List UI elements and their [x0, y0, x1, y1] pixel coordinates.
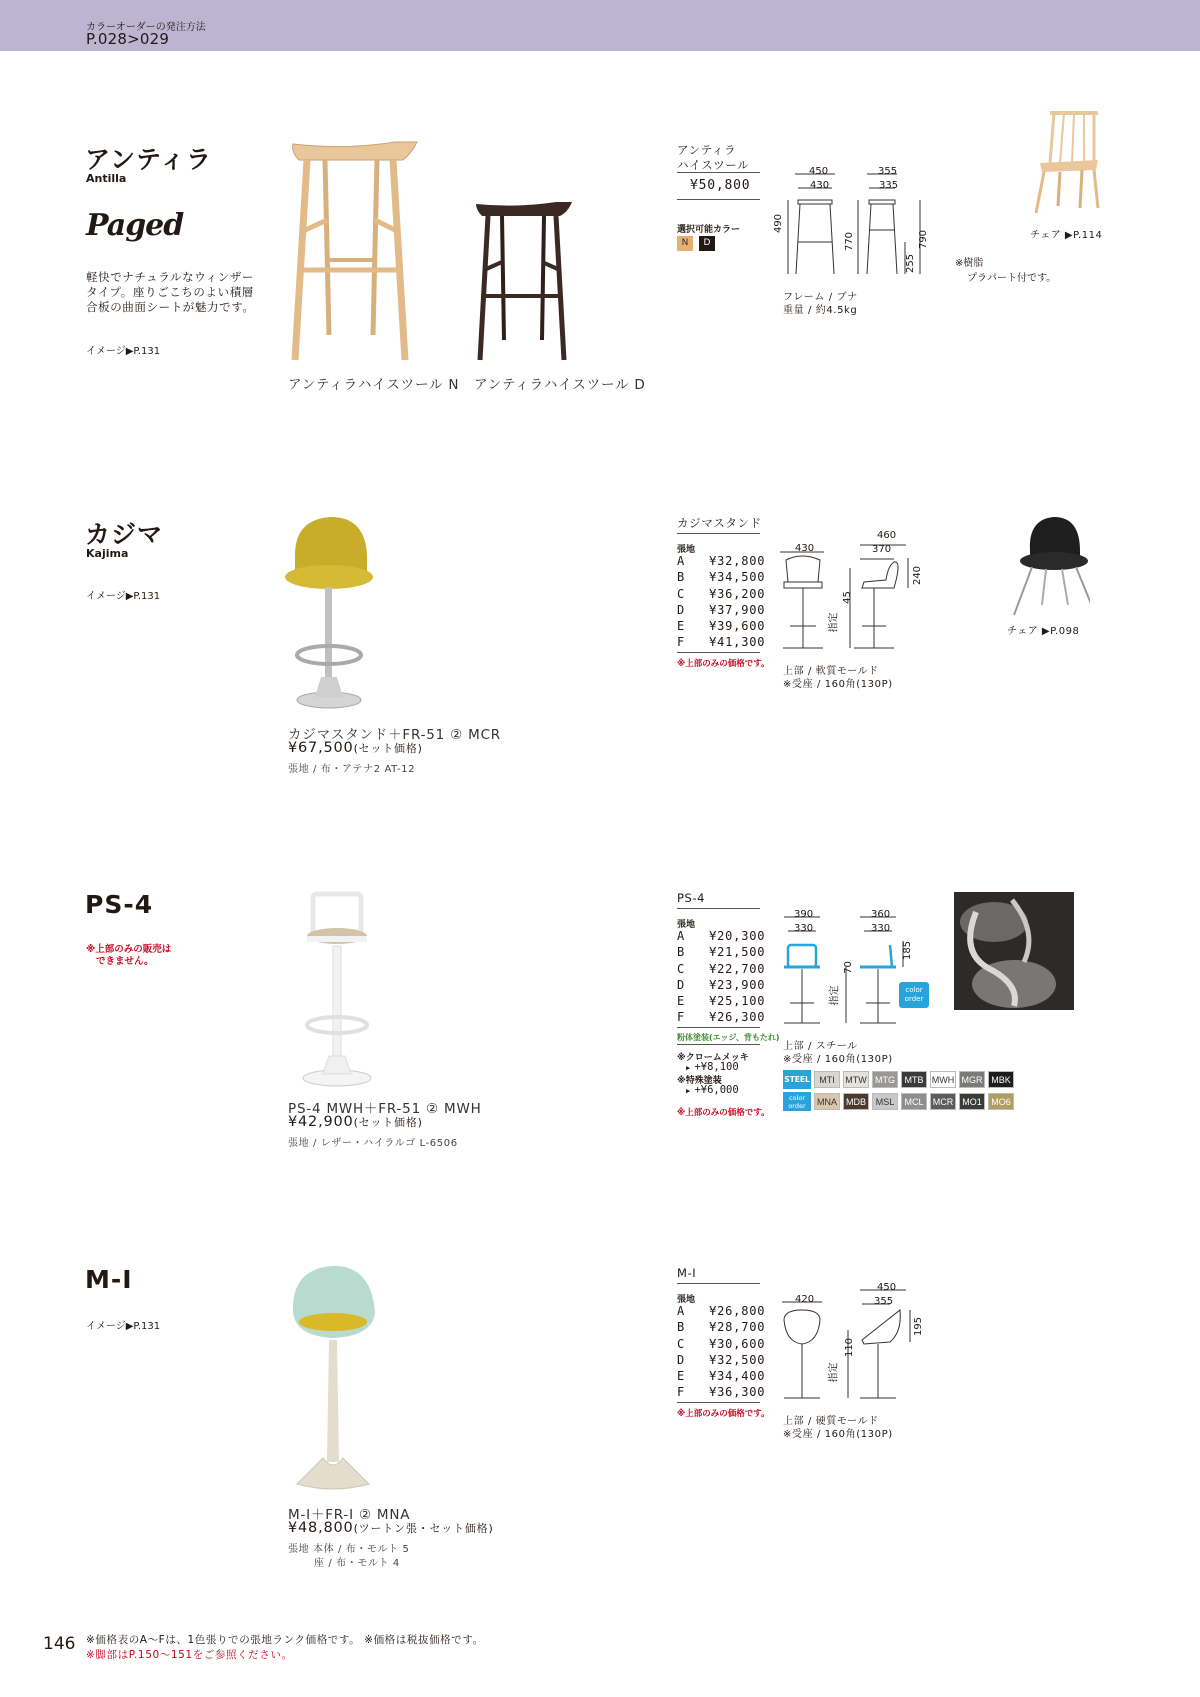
m1-title: M-I: [85, 1265, 133, 1294]
ps4-note: ※上部のみの販売は できません。: [86, 944, 172, 967]
ps4-dim-fix: 指定: [829, 985, 841, 1006]
antilla-spec-name: アンティラ ハイスツール: [677, 143, 750, 172]
antilla-frame: フレーム / ブナ: [783, 292, 858, 303]
divider: [677, 1283, 760, 1284]
page-number: 146: [43, 1634, 76, 1654]
m1-dim-h1: 110: [844, 1337, 856, 1358]
color-swatch-mtb[interactable]: MTB: [901, 1071, 927, 1088]
color-swatch-mgr[interactable]: MGR: [959, 1071, 985, 1088]
kajima-dim-h2: 240: [912, 565, 924, 586]
ps4-dim-w4: 330: [871, 923, 891, 934]
m1-material-2: 座 / 布・モルト 4: [314, 1558, 400, 1569]
kajima-spec-name: カジマスタンド: [677, 516, 762, 530]
divider: [677, 533, 760, 534]
antilla-price: ¥50,800: [690, 178, 751, 193]
ps4-top-info: 上部 / スチール: [783, 1041, 858, 1052]
ps4-fabric-label: 張地: [677, 920, 696, 930]
m1-image-ref[interactable]: イメージ▶P.131: [86, 1321, 161, 1332]
kajima-caption: カジマスタンド＋FR-51 ② MCR: [288, 727, 501, 743]
ps4-chrome-price: ▶ +¥8,100: [686, 1061, 739, 1073]
kajima-dim-h1: 45: [841, 591, 853, 604]
kajima-material: 張地 / 布・アテナ2 AT-12: [288, 764, 416, 775]
m1-dim-fix: 指定: [828, 1362, 840, 1383]
ps4-dim-h2: 185: [902, 940, 914, 961]
m1-base-info: ※受座 / 160角(130P): [783, 1429, 893, 1440]
antilla-note: ※樹脂 プラパート付です。: [955, 258, 1057, 284]
color-swatch-mdb[interactable]: MDB: [843, 1093, 869, 1110]
ps4-price-line: ¥42,900(セット価格): [288, 1114, 423, 1130]
ps4-dim-h1: 70: [842, 961, 854, 974]
swatch-d[interactable]: D: [699, 236, 715, 251]
ps4-detail-photo: [954, 892, 1074, 1010]
divider: [677, 908, 760, 909]
ps4-title: PS-4: [85, 890, 154, 919]
kajima-title: カジマ: [85, 520, 164, 549]
ps4-caption: PS-4 MWH＋FR-51 ② MWH: [288, 1101, 482, 1117]
dim-h3: 255: [905, 253, 917, 274]
footer-note-1: ※価格表のA〜Fは、1色張りでの張地ランク価格です。 ※価格は税抜価格です。: [86, 1634, 484, 1646]
antilla-image-ref[interactable]: イメージ▶P.131: [86, 346, 161, 357]
ps4-stool-image: [295, 890, 385, 1090]
color-swatch-mna[interactable]: MNA: [814, 1093, 840, 1110]
dim-w3: 355: [878, 166, 898, 177]
color-swatch-mwh[interactable]: MWH: [930, 1071, 956, 1088]
m1-dim-h2: 195: [913, 1316, 925, 1337]
header-nav-label: カラーオーダーの発注方法: [86, 22, 206, 33]
kajima-chair-image: [1010, 515, 1090, 620]
dim-w1: 450: [809, 166, 829, 177]
ps4-price-note: ※上部のみの価格です。: [677, 1108, 770, 1118]
antilla-stool-d-image: [472, 200, 582, 365]
ps4-special-label: ※特殊塗装: [677, 1076, 722, 1086]
antilla-weight: 重量 / 約4.5kg: [783, 305, 858, 316]
kajima-base-info: ※受座 / 160角(130P): [783, 679, 893, 690]
dim-h1: 490: [773, 213, 785, 234]
divider: [677, 1402, 760, 1403]
dim-h2: 770: [844, 231, 856, 252]
color-swatch-mcl[interactable]: MCL: [901, 1093, 927, 1110]
antilla-color-label: 選択可能カラー: [677, 225, 741, 235]
divider: [677, 652, 760, 653]
kajima-title-en: Kajima: [86, 547, 129, 560]
m1-dim-w2: 450: [877, 1282, 897, 1293]
divider: [677, 172, 760, 173]
color-swatch-mcr[interactable]: MCR: [930, 1093, 956, 1110]
antilla-caption-d: アンティラハイスツール D: [474, 377, 646, 393]
kajima-dim-w3: 370: [872, 544, 892, 555]
paged-logo: Paged: [86, 208, 184, 243]
antilla-caption-n: アンティラハイスツール N: [288, 377, 460, 393]
kajima-chair-ref[interactable]: チェア ▶P.098: [1007, 626, 1080, 637]
ps4-spec-name: PS-4: [677, 891, 706, 905]
ps4-special-price: ▶ +¥6,000: [686, 1084, 739, 1096]
color-swatch-mo1[interactable]: MO1: [959, 1093, 985, 1110]
m1-fabric-label: 張地: [677, 1295, 696, 1305]
ps4-chrome-label: ※クロームメッキ: [677, 1053, 749, 1063]
antilla-title: アンティラ: [85, 145, 213, 174]
ps4-dim-w3: 360: [871, 909, 891, 920]
kajima-image-ref[interactable]: イメージ▶P.131: [86, 591, 161, 602]
kajima-fabric-label: 張地: [677, 545, 696, 555]
m1-caption: M-I＋FR-I ② MNA: [288, 1507, 411, 1523]
swatch-n[interactable]: N: [677, 236, 693, 251]
m1-top-info: 上部 / 硬質モールド: [783, 1416, 879, 1427]
m1-price-note: ※上部のみの価格です。: [677, 1409, 770, 1419]
antilla-description: 軽快でナチュラルなウィンザー タイプ。座りごこちのよい積層 合板の曲面シートが魅力です。: [86, 270, 255, 314]
color-swatch-msl[interactable]: MSL: [872, 1093, 898, 1110]
m1-dim-w1: 420: [795, 1294, 815, 1305]
kajima-price-table: A ¥32,800 B ¥34,500 C ¥36,200 D ¥37,900 E ¥39,600 F ¥41,300: [677, 554, 766, 650]
divider: [677, 199, 760, 200]
antilla-stool-n-image: [285, 140, 435, 365]
color-swatch-mo6[interactable]: MO6: [988, 1093, 1014, 1110]
ps4-dim-w1: 390: [794, 909, 814, 920]
dim-w2: 430: [810, 180, 830, 191]
color-order-label: color order: [783, 1092, 811, 1111]
kajima-price-note: ※上部のみの価格です。: [677, 659, 770, 669]
kajima-stool-image: [285, 515, 385, 715]
antilla-title-en: Antilla: [86, 172, 127, 185]
antilla-chair-ref[interactable]: チェア ▶P.114: [1030, 230, 1103, 241]
kajima-dim-w2: 460: [877, 530, 897, 541]
ps4-powder-note: 粉体塗装(エッジ、背もたれ): [677, 1033, 780, 1042]
color-swatch-mbk[interactable]: MBK: [988, 1071, 1014, 1088]
header-nav-pages[interactable]: P.028>029: [86, 30, 170, 48]
kajima-dim-fix: 指定: [828, 612, 840, 633]
divider: [677, 1044, 760, 1045]
ps4-base-info: ※受座 / 160角(130P): [783, 1054, 893, 1065]
m1-price-line: ¥48,800(ツートン張・セット価格): [288, 1520, 494, 1536]
antilla-chair-image: [1030, 108, 1100, 218]
divider: [677, 1027, 760, 1028]
m1-material-1: 張地 本体 / 布・モルト 5: [288, 1544, 410, 1555]
color-swatch-mtg[interactable]: MTG: [872, 1071, 898, 1088]
kajima-top-info: 上部 / 軟質モールド: [783, 666, 879, 677]
color-swatch-mti[interactable]: MTI: [814, 1071, 840, 1088]
ps4-material: 張地 / レザー・ハイラルゴ L-6506: [288, 1138, 458, 1149]
steel-label: STEEL: [783, 1070, 811, 1089]
m1-spec-name: M-I: [677, 1266, 697, 1280]
kajima-price-line: ¥67,500(セット価格): [288, 740, 423, 756]
m1-stool-image: [285, 1262, 390, 1492]
ps4-dim-w2: 330: [794, 923, 814, 934]
ps4-price-table: A ¥20,300 B ¥21,500 C ¥22,700 D ¥23,900 E ¥25,100 F ¥26,300: [677, 929, 766, 1025]
dim-w4: 335: [879, 180, 899, 191]
dim-h4: 790: [918, 229, 930, 250]
footer-note-2: ※脚部はP.150〜151をご参照ください。: [86, 1649, 293, 1661]
m1-price-table: A ¥26,800 B ¥28,700 C ¥30,600 D ¥32,500 E ¥34,400 F ¥36,300: [677, 1304, 766, 1400]
kajima-dim-w1: 430: [795, 543, 815, 554]
ps4-color-order-tag: color order: [899, 982, 929, 1008]
color-swatch-mtw[interactable]: MTW: [843, 1071, 869, 1088]
m1-dim-w3: 355: [874, 1296, 894, 1307]
